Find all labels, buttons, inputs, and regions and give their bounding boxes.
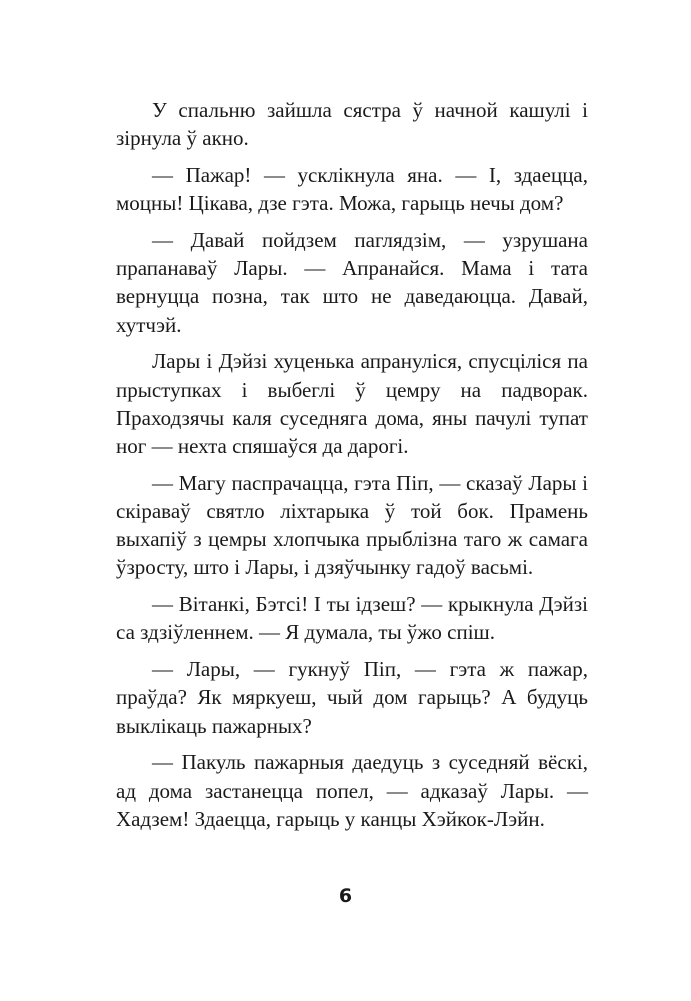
paragraph: — Давай пойдзем паглядзім, — узрушана прапанаваў Лары. — Апранайся. Мама і тата вернуцца позна, так што не даведаюцца. Давай, хутчэй. (116, 228, 588, 337)
paragraph: — Пакуль пажарныя даедуць з суседняй вёскі, ад дома застанецца попел, — адказаў Лары. — Хадзем! Здаецца, гарыць у канцы Хэйкок-Лэйн. (116, 750, 588, 831)
page-number: 6 (338, 885, 353, 907)
paragraph: — Магу паспрачацца, гэта Піп, — сказаў Лары і скіраваў святло ліхтарыка ў той бок. Прамень выхапіў з цемры хлопчыка прыблізна таго ж самага ўзросту, што і Лары, і дзяўчынку гадоў васьмі. (116, 470, 588, 580)
paragraph: — Пажар! — усклікнула яна. — І, здаецца, моцны! Цікава, дзе гэта. Можа, гарыць нечы дом? (116, 163, 588, 216)
paragraph: — Лары, — гукнуў Піп, — гэта ж пажар, праўда? Як мяркуеш, чый дом гарыць? А будуць выклікаць пажарных? (116, 657, 588, 738)
body-text (116, 96, 588, 842)
paragraph: Лары і Дэйзі хуценька апрануліся, спусціліся па прыступках і выбеглі ў цемру на падворак. Праходзячы каля суседняга дома, яны пачулі тупат ног — нехта спяшаўся да дарогі. (116, 349, 588, 459)
paragraph: У спальню зайшла сястра ў начной кашулі і зірнула ў акно. (116, 98, 588, 151)
paragraph: — Вітанкі, Бэтсі! І ты ідзеш? — крыкнула Дэйзі са здзіўленнем. — Я думала, ты ўжо спіш. (116, 592, 588, 645)
